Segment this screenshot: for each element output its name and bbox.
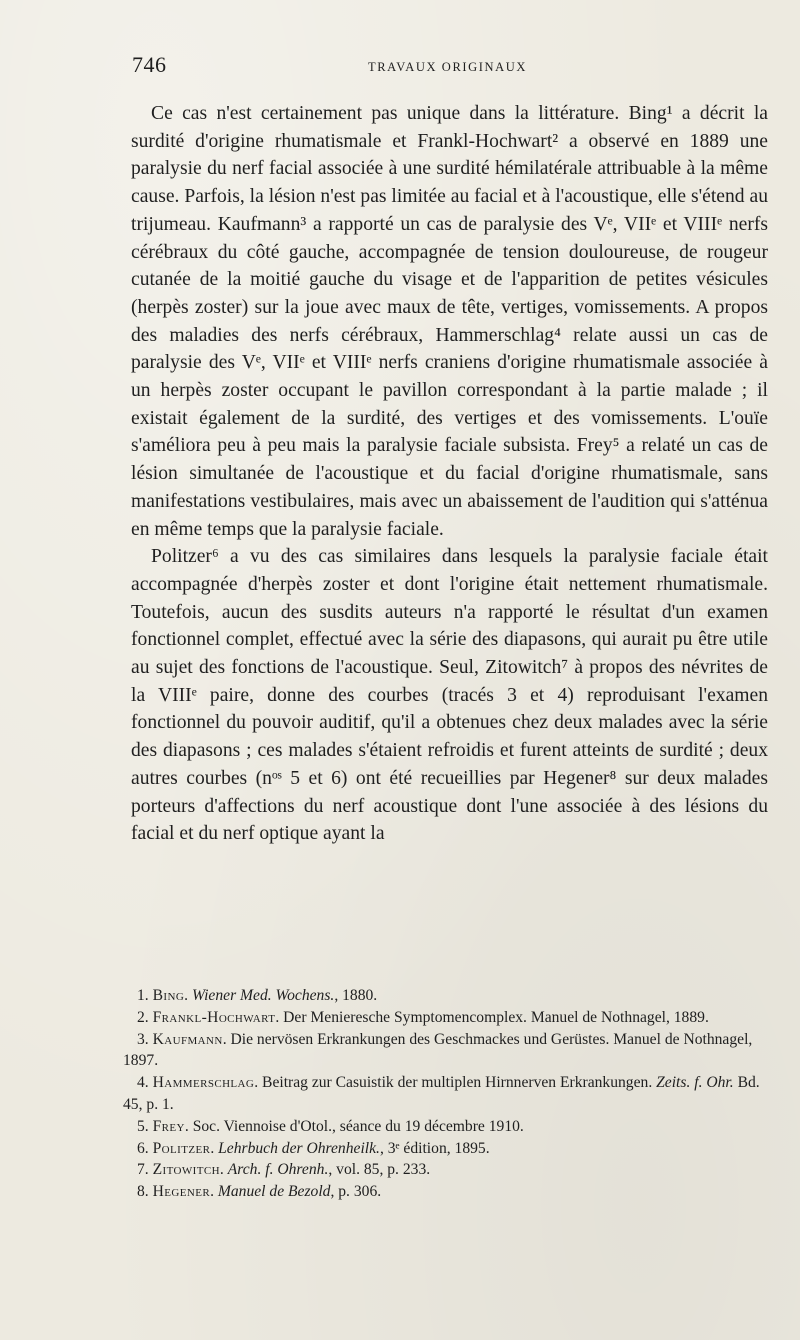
footnote-author: Hammerschlag [152,1074,255,1092]
footnote-number: 4. [137,1074,149,1092]
footnote-text: , vol. 85, p. 233. [328,1161,431,1179]
footnote-number: 8. [137,1183,149,1201]
footnote-text: Lehrbuch der Ohrenheilk. [218,1139,380,1157]
footnote-text: Soc. Viennoise d'Otol., séance du 19 décembre 1910. [192,1117,524,1135]
footnote-text: Der Menieresche Symptomencomplex. Manuel de Nothnagel, 1889. [283,1008,709,1026]
footnote-number: 7. [137,1161,149,1179]
footnote-text: Bd. 45, p. 1. [123,1074,760,1113]
footnote-text: Die nervösen Erkrankungen des Geschmackes und Gerüstes. Manuel de Nothnagel, 1897. [123,1030,753,1070]
paragraph-2: Politzer⁶ a vu des cas similaires dans lesquels la paralysie faciale était accompagnée d'herpès zoster et dont l'origine était nettement rhumatismale. Toutefois, aucun des susdits auteurs n'a rapporté le résultat d'un examen fonctionnel complet, effectué avec la série des diapasons, qui aurait pu être utile au sujet des fonctions de l'acoustique. Seul, Zitowitch⁷ à propos des névrites de la VIIIᵉ paire, donne des courbes (tracés 3 et 4) reproduisant l'examen fonctionnel du pouvoir auditif, qu'il a obtenues chez deux malades avec la série des diapasons ; ces malades s'étaient refroidis et furent atteints de surdité ; deux autres courbes (nᵒˢ 5 et 6) ont été recueillies par Hegener⁸ sur deux malades porteurs d'affections du nerf acoustique dont l'une associée à des lésions du facial et du nerf optique ayant la [131,546,768,845]
footnote-7: 7. Zitowitch. Arch. f. Ohrenh., vol. 85, p. 233. [137,1161,431,1179]
footnote-text: Manuel de Bezold [217,1183,331,1201]
footnote-text: , 1880. [334,987,378,1004]
footnote-text: Arch. f. Ohrenh. [227,1161,329,1179]
footnote-2: 2. Frankl-Hochwart. Der Menieresche Symptomencomplex. Manuel de Nothnagel, 1889. [137,1008,709,1026]
footnotes [123,985,768,1203]
footnote-author: Hegener [152,1183,211,1201]
footnote-text: , 3ᵉ édition, 1895. [379,1139,490,1157]
paragraph-1: Ce cas n'est certainement pas unique dans la littérature. Bing¹ a décrit la surdité d'origine rhumatismale et Frankl-Hochwart² a observé en 1889 une paralysie du nerf facial associée à une surdité hémilatérale attribuable à la même cause. Parfois, la lésion n'est pas limitée au facial et à l'acoustique, elle s'étend au trijumeau. Kaufmann³ a rapporté un cas de paralysie des Vᵉ, VIIᵉ et VIIIᵉ nerfs cérébraux du côté gauche, accompagnée de tension douloureuse, de rougeur cutanée de la moitié gauche du visage et de l'apparition de petites vésicules (herpès zoster) sur la joue avec maux de tête, vertiges, vomissements. A propos des maladies des nerfs cérébraux, Hammerschlag⁴ relate aussi un cas de paralysie des Vᵉ, VIIᵉ et VIIIᵉ nerfs craniens d'origine rhumatismale associée à un herpès zoster occupant le pavillon correspondant à la partie malade ; il existait également de la surdité, des vertiges et des vomissements. L'ouïe s'améliora peu à peu mais la paralysie faciale subsista. Frey⁵ a relaté un cas de lésion simultanée de l'acoustique et du facial d'origine rhumatismale, sans manifestations vestibulaires, mais avec un abaissement de l'audition qui s'atténua en même temps que la paralysie faciale. [131,103,768,540]
footnote-number: 6. [137,1139,149,1157]
footnote-8: 8. Hegener. Manuel de Bezold, p. 306. [137,1183,382,1201]
footnote-6: 6. Politzer. Lehrbuch der Ohrenheilk., 3ᵉ édition, 1895. [137,1139,490,1157]
footnote-5: 5. Frey. Soc. Viennoise d'Otol., séance du 19 décembre 1910. [137,1117,524,1135]
footnote-number: 5. [137,1117,149,1135]
footnote-1: 1. Bing. Wiener Med. Wochens., 1880. [137,987,378,1004]
footnote-number: 2. [137,1008,149,1026]
footnote-author: Zitowitch [152,1161,220,1179]
footnote-author: Bing [152,987,185,1004]
footnote-number: 1. [137,987,149,1004]
footnote-text: Zeits. f. Ohr. [656,1074,734,1092]
footnote-author: Kaufmann [152,1030,223,1048]
footnote-text: Wiener Med. Wochens. [191,987,335,1004]
running-head: TRAVAUX ORIGINAUX [368,60,528,74]
footnote-3: 3. Kaufmann. Die nervösen Erkrankungen des Geschmackes und Gerüstes. Manuel de Nothnagel, 1897. [123,1030,753,1070]
footnote-author: Frey [152,1117,185,1135]
footnote-text: Beitrag zur Casuistik der multiplen Hirnnerven Erkrankungen. [262,1074,657,1092]
footnote-number: 3. [137,1030,149,1048]
footnote-4: 4. Hammerschlag. Beitrag zur Casuistik der multiplen Hirnnerven Erkrankungen. Zeits. f. Ohr. Bd. 45, p. 1. [123,1074,760,1113]
main-text [131,100,768,848]
page-number: 746 [132,52,167,77]
footnote-author: Politzer [152,1139,211,1157]
footnote-author: Frankl-Hochwart [152,1008,276,1026]
page-header [132,52,760,80]
footnote-text: , p. 306. [330,1183,382,1201]
